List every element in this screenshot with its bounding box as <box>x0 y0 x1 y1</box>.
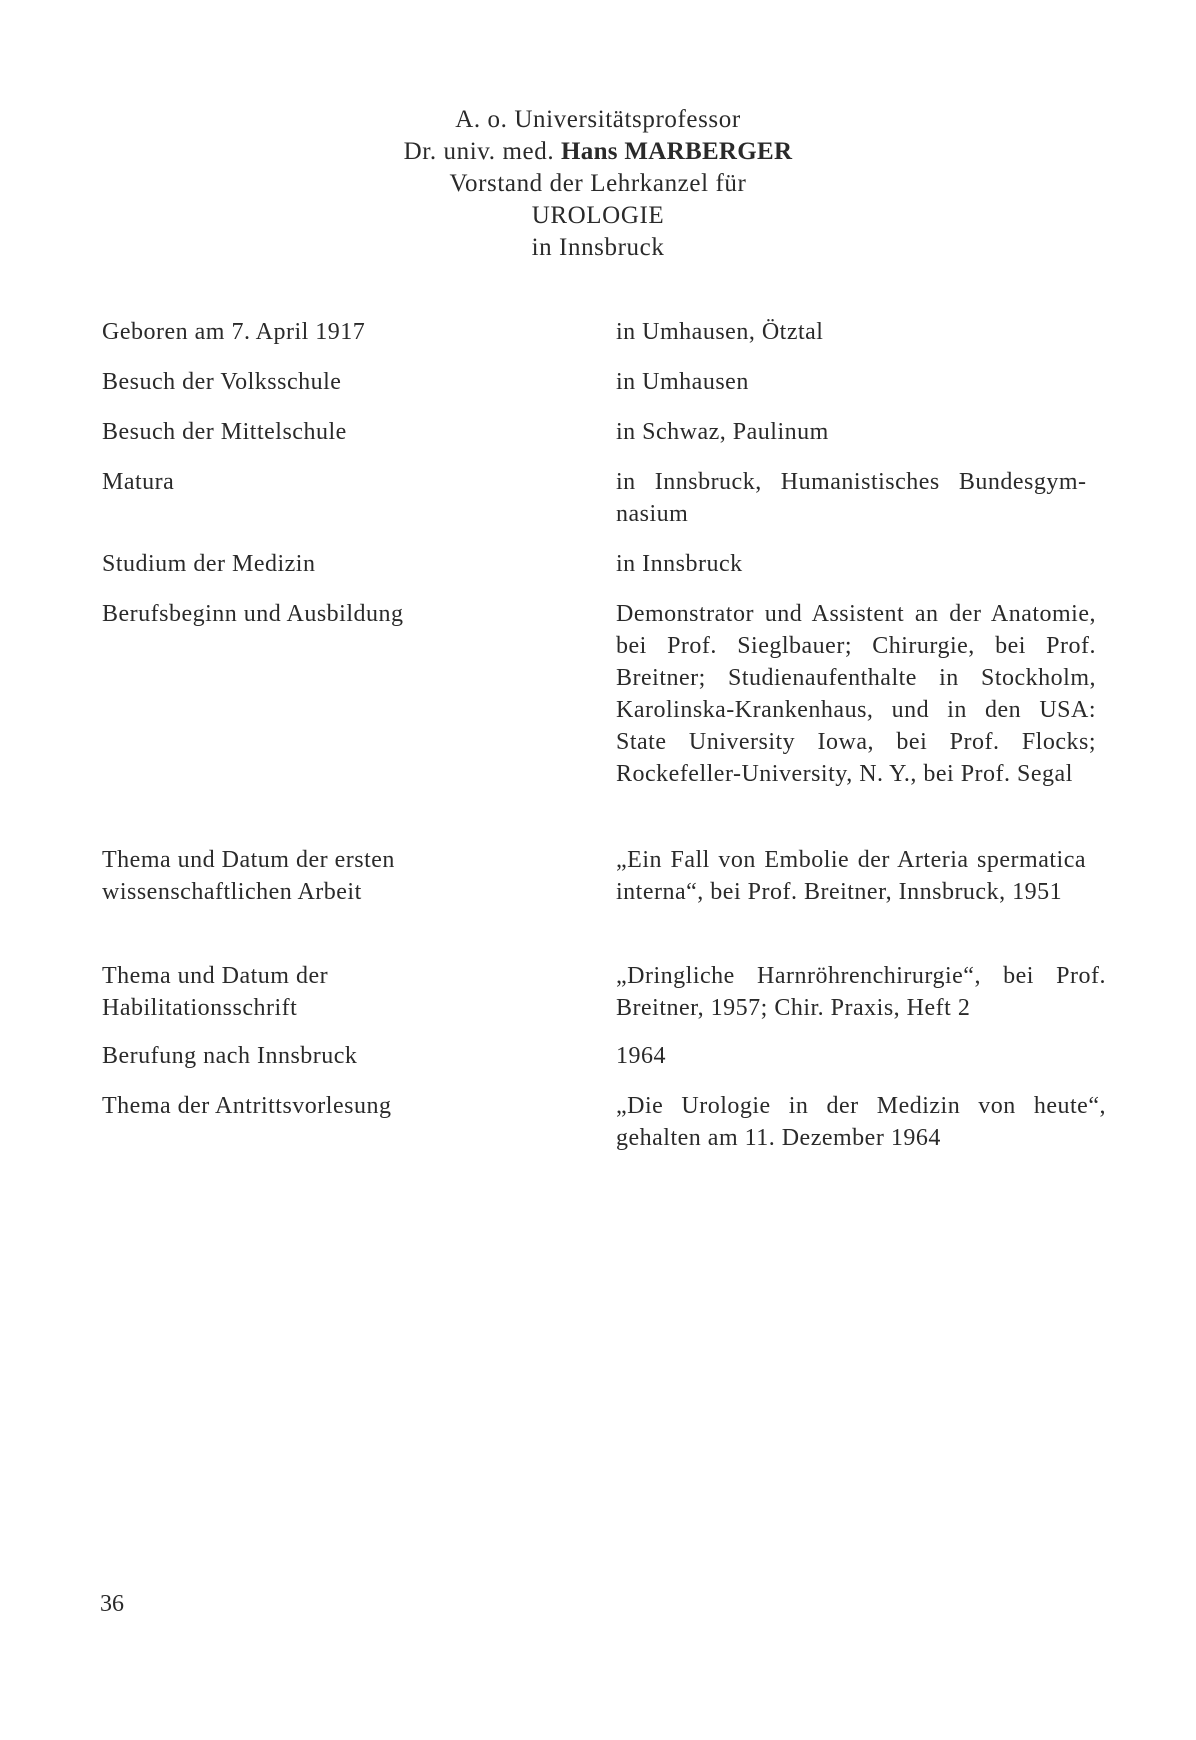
cv-label: Berufung nach Innsbruck <box>102 1043 358 1069</box>
header-name-line <box>0 136 1196 168</box>
cv-value: „Die Urologie in der Medizin von heute“, gehalten am 11. Dezember 1964 <box>616 1093 1106 1151</box>
page-header <box>0 104 1196 264</box>
header-department-line: UROLOGIE <box>531 202 665 229</box>
header-title-line: A. o. Universitätsprofessor <box>455 106 741 133</box>
cv-label: Besuch der Mittelschule <box>102 419 347 445</box>
cv-value: in Innsbruck, Humanistisches Bundesgymnasium <box>616 469 1086 527</box>
cv-label: Geboren am 7. April 1917 <box>102 319 366 345</box>
cv-value: Demonstrator und Assistent an der Anatomie, bei Prof. Sieglbauer; Chirurgie, bei Prof. Breitner; Studienaufenthalte in Stockholm, Karolinska-Krankenhaus, und in den USA: State University Iowa, bei Prof. Flocks; Rockefeller-University, N. Y., bei Prof. Segal <box>616 601 1096 787</box>
cv-label: Berufsbeginn und Ausbildung <box>102 601 404 627</box>
cv-label: Thema der Antrittsvorlesung <box>102 1093 392 1119</box>
cv-value: in Umhausen, Ötztal <box>616 319 824 345</box>
cv-label: Besuch der Volksschule <box>102 369 342 395</box>
person-name: Hans MARBERGER <box>561 138 793 165</box>
cv-label: Studium der Medizin <box>102 551 316 577</box>
cv-label: Thema und Datum der ersten wissenschaftlichen Arbeit <box>102 847 395 905</box>
cv-label: Matura <box>102 469 175 495</box>
cv-value: 1964 <box>616 1043 666 1069</box>
header-degree: Dr. univ. med. <box>403 138 555 165</box>
cv-value: in Schwaz, Paulinum <box>616 419 829 445</box>
page-number: 36 <box>100 1591 124 1617</box>
cv-value: in Umhausen <box>616 369 749 395</box>
header-location-line: in Innsbruck <box>531 234 665 261</box>
cv-value: „Dringliche Harnröhrenchirurgie“, bei Prof. Breitner, 1957; Chir. Praxis, Heft 2 <box>616 963 1106 1021</box>
cv-value: „Ein Fall von Embolie der Arteria spermatica interna“, bei Prof. Breitner, Innsbruck, 1951 <box>616 847 1086 905</box>
cv-label: Thema und Datum der Habilitationsschrift <box>102 963 329 1021</box>
cv-value: in Innsbruck <box>616 551 743 577</box>
header-position-line: Vorstand der Lehrkanzel für <box>449 170 747 197</box>
